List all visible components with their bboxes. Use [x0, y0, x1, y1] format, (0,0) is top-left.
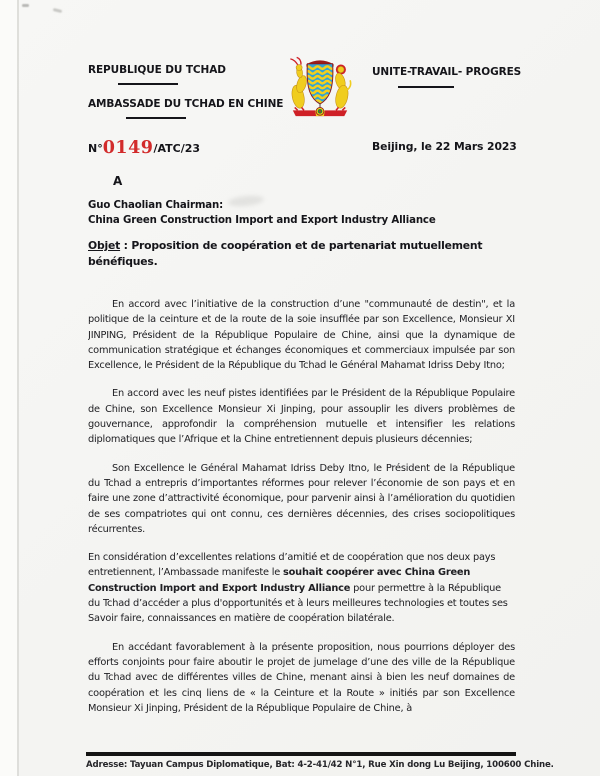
letterhead-left [88, 64, 283, 119]
reference-number: N°0149/ATC/23 [88, 138, 201, 158]
letter-body [88, 297, 515, 749]
footer-divider [86, 752, 516, 756]
footer [86, 752, 554, 770]
embassy-address: Adresse: Tayuan Campus Diplomatique, Bat: 4-2-41/42 N°1, Rue Xin dong Lu Beijing, 100600 Chine. [86, 759, 554, 770]
recipient-name: Guo Chaolian Chairman: [88, 200, 224, 211]
divider [118, 83, 178, 85]
chad-coat-of-arms-icon [286, 56, 354, 124]
body-paragraph: En accord avec l’initiative de la construction d’une "communauté de destin", et la politique de la ceinture et de la route de la soie insufflée par son Excellence, Monsieur XI JINPING, Président de la République Populaire de Chine, ainsi que la dynamique de communication stratégique et échanges économiques et commerciaux impulsée par son Excellence, le Président de la République du Tchad le Général Mahamat Idriss Deby Itno; [88, 299, 515, 372]
reference-row [88, 137, 516, 158]
country-title: REPUBLIQUE DU TCHAD [88, 64, 226, 76]
letterhead-right [372, 66, 521, 88]
date-line: Beijing, le 22 Mars 2023 [372, 140, 517, 153]
scan-speck [53, 8, 62, 13]
scan-paper-edge [0, 0, 17, 776]
divider [398, 86, 454, 88]
body-paragraph: En accord avec les neuf pistes identifiées par le Président de la République Populaire de Chine, son Excellence Monsieur Xi Jinping, pour assouplir les divers problèmes de gouvernance, approfondir la compréhension mutuelle et intensifier les relations diplomatiques que l’Afrique et la Chine entretiennent depuis plusieurs décennies; [88, 388, 515, 446]
recipient-organization: China Green Construction Import and Export Industry Alliance [88, 214, 436, 226]
national-motto: UNITE-TRAVAIL- PROGRES [372, 66, 522, 78]
addressee-block [88, 199, 436, 228]
embassy-title: AMBASSADE DU TCHAD EN CHINE [88, 98, 284, 110]
body-paragraph: En accédant favorablement à la présente proposition, nous pourrions déployer des efforts conjoints pour faire aboutir le projet de jumelage d’une des ville de la République du Tchad avec de différentes villes de Chine, menant ainsi à bien les neuf domaines de coopération et les cinq liens de « la Ceinture et la Route » initiés par son Excellence Monsieur Xi Jinping, Président de la République Populaire de Chine, à [88, 641, 515, 714]
body-paragraph: En considération d’excellentes relations d’amitié et de coopération que nos deux pays entretiennent, l’Ambassade manifeste le souhait coopérer avec China Green Construction Import and Export Industry Alliance pour permettre à la République du Tchad d’accéder a plus d'opportunités et à leurs meilleures technologies et toutes ses Savoir faire, connaissances en matière de coopération bilatérale. [88, 552, 508, 625]
scan-edge-line [17, 0, 19, 776]
subject-line: Objet : Proposition de coopération et de partenariat mutuellement bénéfiques. [88, 239, 483, 268]
divider [126, 117, 186, 119]
body-paragraph: Son Excellence le Général Mahamat Idriss Deby Itno, le Président de la République du Tchad a entrepris d’importantes réformes pour relever l’économie de son pays et en faire une zone d’attractivité économique, pour parvenir ainsi à l’amélioration du quotidien de ses compatriotes qui ont connu, ces dernières décennies, des crises sociopolitiques récurrentes. [88, 462, 515, 535]
scan-speck [22, 4, 29, 7]
addressee-marker: A [113, 174, 123, 188]
